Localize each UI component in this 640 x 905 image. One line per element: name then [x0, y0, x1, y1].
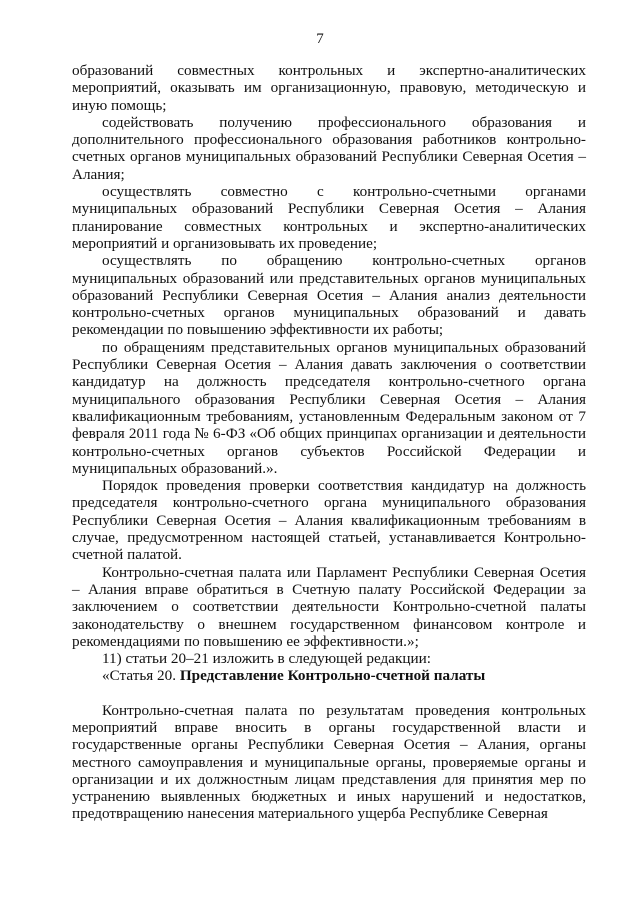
paragraph: Контрольно-счетная палата или Парламент Республики Северная Осетия – Алания вправе обратиться в Счетную палату Российской Федерации за заключением о соответствии деятельности Контрольно-счетной палаты законодательству о внешнем государственном финансовом контроле и рекомендациями по повышению ее эффективности.»; — [72, 563, 586, 650]
page-number: 7 — [316, 31, 324, 47]
paragraph: по обращениям представительных органов муниципальных образований Республики Северная Осетия – Алания давать заключения о соответствии кандидатур на должность председателя контрольно-счетного органа муниципального образования Республики Северная Осетия – Алания квалификационным требованиям, установленным Федеральным законом от 7 февраля 2011 года № 6-ФЗ «Об общих принципах организации и деятельности контрольно-счетных органов субъектов Российской Федерации и муниципальных образований.». — [72, 338, 586, 477]
paragraph: осуществлять совместно с контрольно-счетными органами муниципальных образований Республики Северная Осетия – Алания планирование совместных контрольных и экспертно-аналитических мероприятий и организовывать их проведение; — [72, 183, 586, 252]
paragraph: Контрольно-счетная палата по результатам проведения контрольных мероприятий вправе вносить в органы государственной власти и государственные органы Республики Северная Осетия – Алания, органы местного самоуправления и муниципальные органы, проверяемые органы и организации и их должностным лицам представления для принятия мер по устранению выявленных бюджетных и иных нарушений и недостатков, предотвращению нанесения материального ущерба Республике Северная — [72, 701, 586, 823]
article-heading-title: Представление Контрольно-счетной палаты — [179, 667, 486, 685]
document-body — [72, 62, 586, 823]
article-heading-prefix: «Статья 20. — [102, 667, 180, 685]
spacer — [72, 685, 586, 702]
article-heading — [72, 667, 586, 684]
paragraph: содействовать получению профессионального образования и дополнительного профессионального образования работников контрольно-счетных органов муниципальных образований Республики Северная Осетия – Алания; — [72, 113, 586, 183]
paragraph: Порядок проведения проверки соответствия кандидатур на должность председателя контрольно-счетного органа муниципального образования Республики Северная Осетия – Алания квалификационным требованиям в случае, предусмотренном настоящей статьей, устанавливается Контрольно-счетной палатой. — [72, 477, 586, 564]
paragraph: осуществлять по обращению контрольно-счетных органов муниципальных образований или представительных органов муниципальных образований Республики Северная Осетия – Алания анализ деятельности контрольно-счетных органов муниципальных образований и давать рекомендации по повышению эффективности их работы; — [72, 252, 586, 339]
paragraph: образований совместных контрольных и экспертно-аналитических мероприятий, оказывать им организационную, правовую, методическую и иную помощь; — [72, 62, 586, 114]
paragraph: 11) статьи 20–21 изложить в следующей редакции: — [102, 650, 431, 668]
